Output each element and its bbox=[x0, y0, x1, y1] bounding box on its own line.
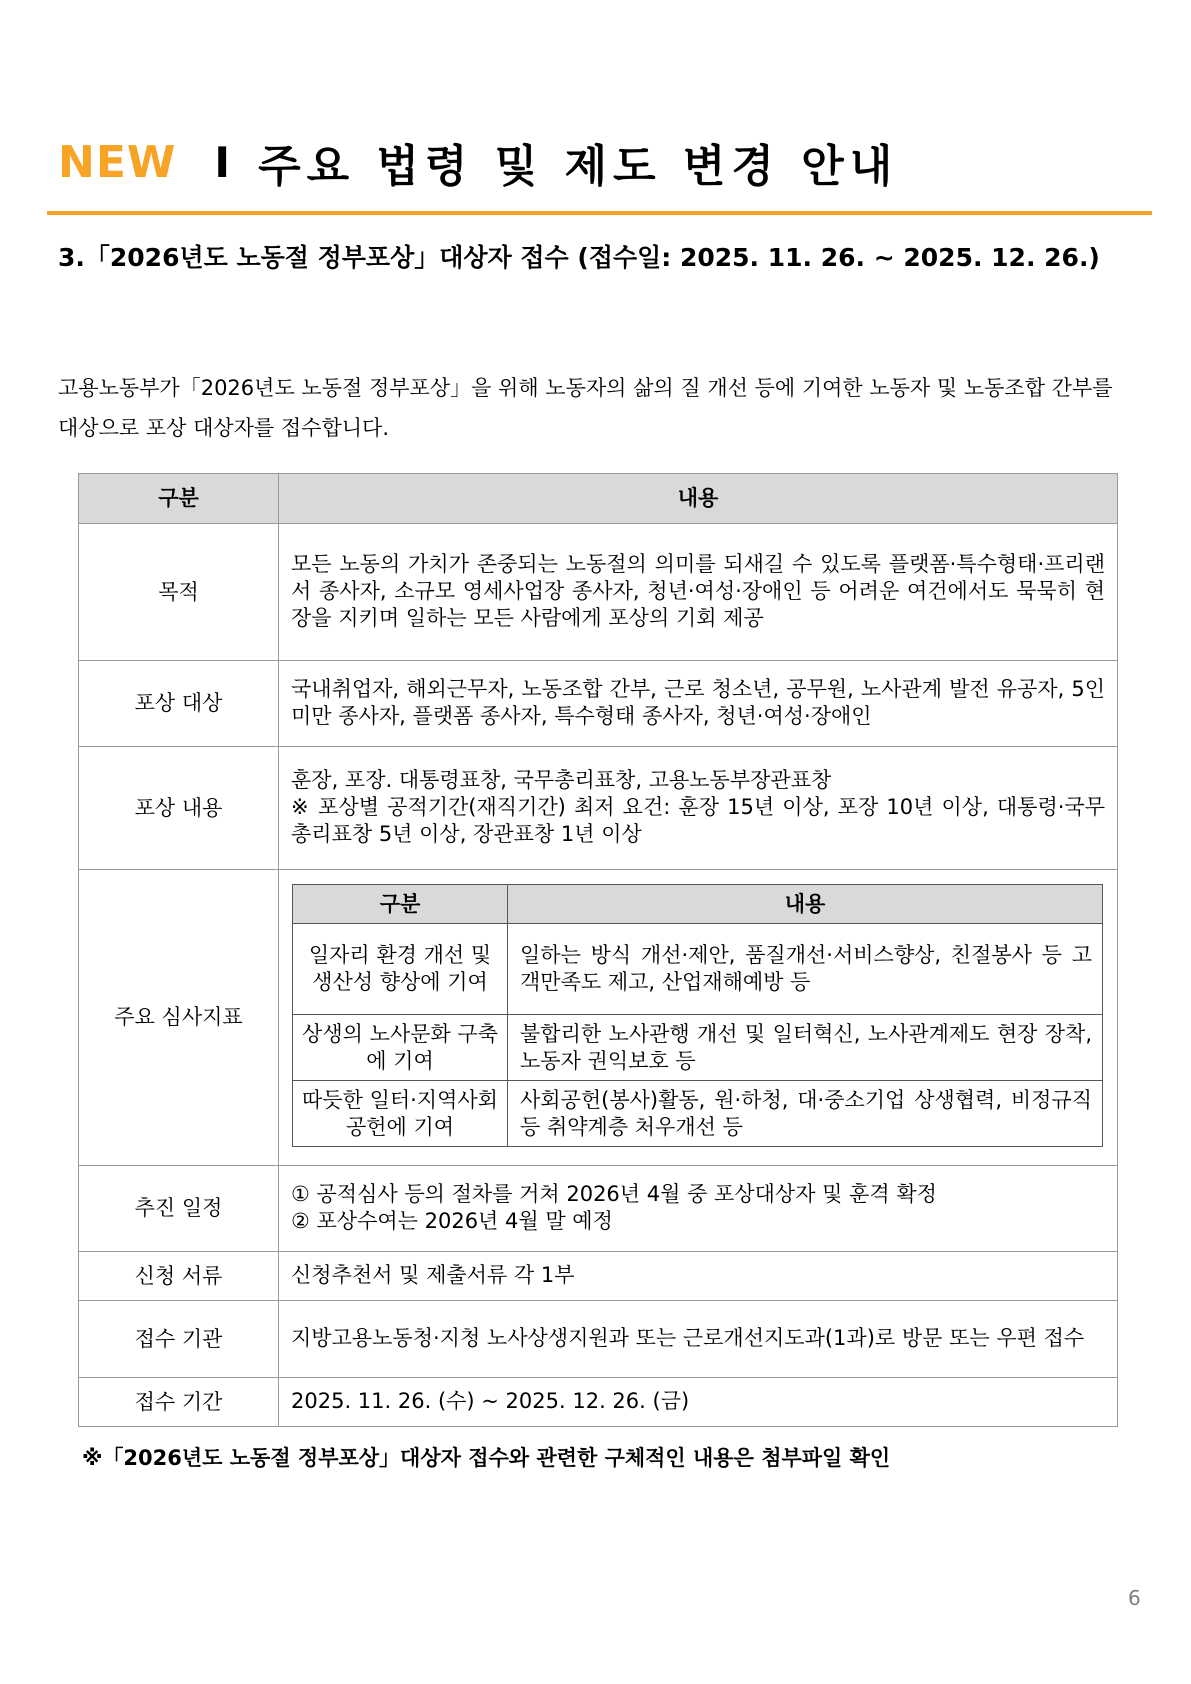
row-content bbox=[279, 1166, 1118, 1252]
header-divider bbox=[47, 211, 1152, 215]
header-separator: I bbox=[214, 137, 231, 187]
row-label: 포상 내용 bbox=[79, 747, 279, 870]
row-label: 접수 기간 bbox=[79, 1378, 279, 1427]
table-row bbox=[79, 661, 1118, 747]
row-content: 신청추천서 및 제출서류 각 1부 bbox=[279, 1252, 1118, 1301]
table-header-row bbox=[79, 474, 1118, 524]
info-table bbox=[78, 473, 1118, 1427]
table-row bbox=[79, 1166, 1118, 1252]
table-row bbox=[79, 1301, 1118, 1378]
header-category: 구분 bbox=[79, 474, 279, 524]
page-header bbox=[58, 132, 898, 192]
criteria-category: 따듯한 일터·지역사회 공헌에 기여 bbox=[293, 1081, 508, 1147]
criteria-row bbox=[293, 1015, 1103, 1081]
row-content: 2025. 11. 26. (수) ~ 2025. 12. 26. (금) bbox=[279, 1378, 1118, 1427]
criteria-row bbox=[293, 1081, 1103, 1147]
row-label: 목적 bbox=[79, 524, 279, 661]
new-badge: NEW bbox=[58, 136, 177, 188]
row-content: 국내취업자, 해외근무자, 노동조합 간부, 근로 청소년, 공무원, 노사관계 발전 유공자, 5인 미만 종사자, 플랫폼 종사자, 특수형태 종사자, 청년·여성·장애인 bbox=[279, 661, 1118, 747]
criteria-row bbox=[293, 924, 1103, 1015]
criteria-category: 상생의 노사문화 구축에 기여 bbox=[293, 1015, 508, 1081]
criteria-header-category: 구분 bbox=[293, 885, 508, 924]
row-label: 추진 일정 bbox=[79, 1166, 279, 1252]
table-row bbox=[79, 747, 1118, 870]
criteria-content: 불합리한 노사관행 개선 및 일터혁신, 노사관계제도 현장 장착, 노동자 권익보호 등 bbox=[508, 1015, 1103, 1081]
award-requirements-note: ※ 포상별 공적기간(재직기간) 최저 요건: 훈장 15년 이상, 포장 10년 이상, 대통령·국무총리표창 5년 이상, 장관표창 1년 이상 bbox=[291, 794, 1105, 846]
award-types: 훈장, 포장. 대통령표창, 국무총리표창, 고용노동부장관표창 bbox=[291, 767, 832, 792]
section-title: 3.「2026년도 노동절 정부포상」대상자 접수 (접수일: 2025. 11. 26. ~ 2025. 12. 26.) bbox=[58, 243, 1100, 272]
page-title: 주요 법령 및 제도 변경 안내 bbox=[258, 141, 899, 192]
footnote: ※「2026년도 노동절 정부포상」대상자 접수와 관련한 구체적인 내용은 첨부파일 확인 bbox=[82, 1446, 891, 1470]
criteria-table bbox=[292, 884, 1103, 1147]
table-row bbox=[79, 1378, 1118, 1427]
table-row bbox=[79, 870, 1118, 1166]
row-content bbox=[279, 870, 1118, 1166]
row-label: 신청 서류 bbox=[79, 1252, 279, 1301]
criteria-header-row bbox=[293, 885, 1103, 924]
table-row bbox=[79, 524, 1118, 661]
row-content bbox=[279, 747, 1118, 870]
row-label: 접수 기관 bbox=[79, 1301, 279, 1378]
row-content: 지방고용노동청·지청 노사상생지원과 또는 근로개선지도과(1과)로 방문 또는 우편 접수 bbox=[279, 1301, 1118, 1378]
schedule-step-2: ② 포상수여는 2026년 4월 말 예정 bbox=[291, 1208, 613, 1233]
criteria-category: 일자리 환경 개선 및 생산성 향상에 기여 bbox=[293, 924, 508, 1015]
criteria-content: 일하는 방식 개선·제안, 품질개선·서비스향상, 친절봉사 등 고객만족도 제고, 산업재해예방 등 bbox=[508, 924, 1103, 1015]
schedule-step-1: ① 공적심사 등의 절차를 거쳐 2026년 4월 중 포상대상자 및 훈격 확정 bbox=[291, 1181, 937, 1206]
header-content: 내용 bbox=[279, 474, 1118, 524]
criteria-content: 사회공헌(봉사)활동, 원·하청, 대·중소기업 상생협력, 비정규직등 취약계층 처우개선 등 bbox=[508, 1081, 1103, 1147]
page-number: 6 bbox=[1128, 1586, 1141, 1610]
criteria-header-content: 내용 bbox=[508, 885, 1103, 924]
table-row bbox=[79, 1252, 1118, 1301]
row-content: 모든 노동의 가치가 존중되는 노동절의 의미를 되새길 수 있도록 플랫폼·특수형태·프리랜서 종사자, 소규모 영세사업장 종사자, 청년·여성·장애인 등 어려운 여건에서도 묵묵히 현장을 지키며 일하는 모든 사람에게 포상의 기회 제공 bbox=[279, 524, 1118, 661]
row-label: 주요 심사지표 bbox=[79, 870, 279, 1166]
row-label: 포상 대상 bbox=[79, 661, 279, 747]
intro-paragraph: 고용노동부가「2026년도 노동절 정부포상」을 위해 노동자의 삶의 질 개선 등에 기여한 노동자 및 노동조합 간부를 대상으로 포상 대상자를 접수합니다. bbox=[58, 376, 1113, 440]
